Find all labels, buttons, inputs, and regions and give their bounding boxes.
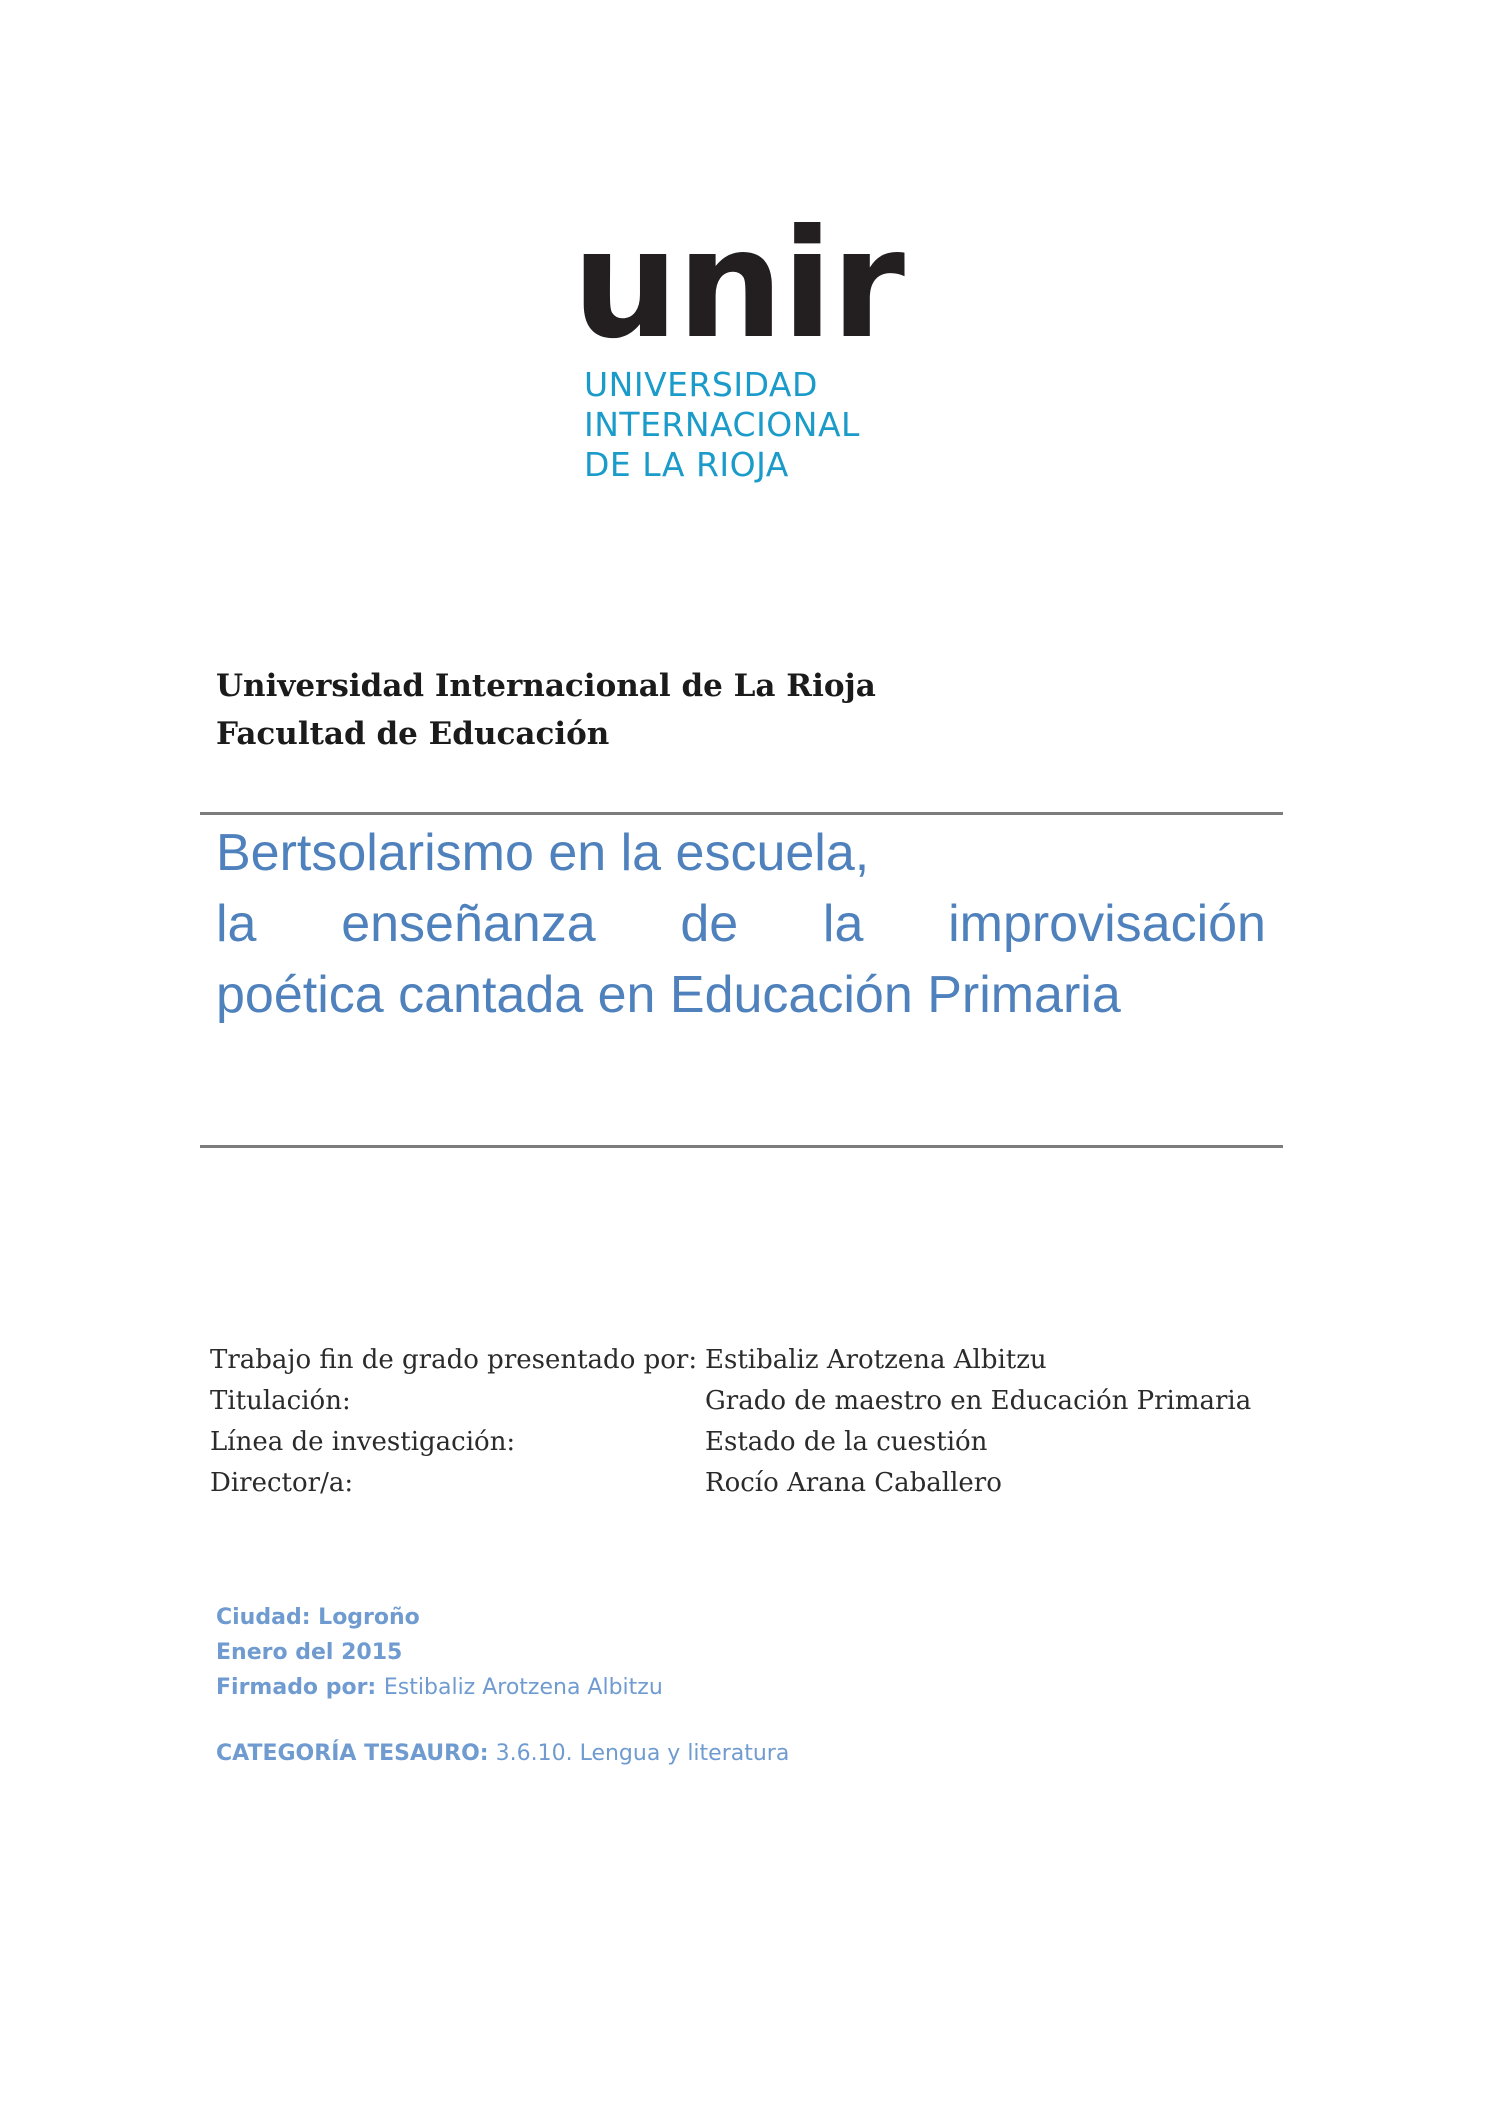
title-word: la — [822, 895, 864, 953]
category-label: CATEGORÍA TESAURO: — [216, 1741, 489, 1766]
detail-value: Estado de la cuestión — [705, 1427, 988, 1457]
signed-line — [216, 1670, 663, 1705]
thesis-title — [216, 818, 1266, 1031]
detail-row-degree — [210, 1381, 1310, 1422]
details-table — [210, 1340, 1310, 1504]
title-line-2 — [216, 889, 1266, 960]
title-line-1: Bertsolarismo en la escuela, — [216, 824, 870, 882]
institution-block — [216, 662, 876, 758]
bottom-divider — [200, 1145, 1283, 1148]
university-name: Universidad Internacional de La Rioja — [216, 668, 876, 704]
title-word: improvisación — [948, 895, 1266, 953]
category-line — [216, 1736, 789, 1771]
title-word: de — [680, 895, 739, 953]
logo-line-1: UNIVERSIDAD — [584, 365, 818, 404]
signed-label: Firmado por: — [216, 1675, 377, 1700]
detail-value: Rocío Arana Caballero — [705, 1468, 1002, 1498]
unir-logo — [572, 198, 992, 484]
detail-row-director — [210, 1463, 1310, 1504]
city-label: Ciudad: — [216, 1605, 311, 1630]
detail-label: Titulación: — [210, 1386, 351, 1416]
city-line — [216, 1600, 663, 1635]
logo-line-2: INTERNACIONAL — [584, 405, 860, 444]
faculty-name: Facultad de Educación — [216, 716, 610, 752]
detail-value: Estibaliz Arotzena Albitzu — [705, 1345, 1047, 1375]
detail-value: Grado de maestro en Educación Primaria — [705, 1386, 1252, 1416]
title-word: enseñanza — [341, 895, 596, 953]
detail-row-research-line — [210, 1422, 1310, 1463]
top-divider — [200, 812, 1283, 815]
logo-line-3: DE LA RIOJA — [584, 445, 789, 484]
detail-label: Director/a: — [210, 1468, 354, 1498]
title-word: la — [216, 895, 257, 953]
signed-value: Estibaliz Arotzena Albitzu — [383, 1675, 663, 1700]
logo-subtitle — [584, 365, 860, 485]
title-line-3: poética cantada en Educación Primaria — [216, 966, 1121, 1024]
city-value: Logroño — [318, 1605, 420, 1630]
detail-label: Línea de investigación: — [210, 1427, 516, 1457]
detail-row-author — [210, 1340, 1310, 1381]
category-value: 3.6.10. Lengua y literatura — [495, 1741, 790, 1766]
detail-label: Trabajo fin de grado presentado por: — [210, 1345, 698, 1375]
logo-wordmark: unir — [572, 198, 903, 372]
meta-block — [216, 1600, 663, 1705]
date-line: Enero del 2015 — [216, 1640, 403, 1665]
